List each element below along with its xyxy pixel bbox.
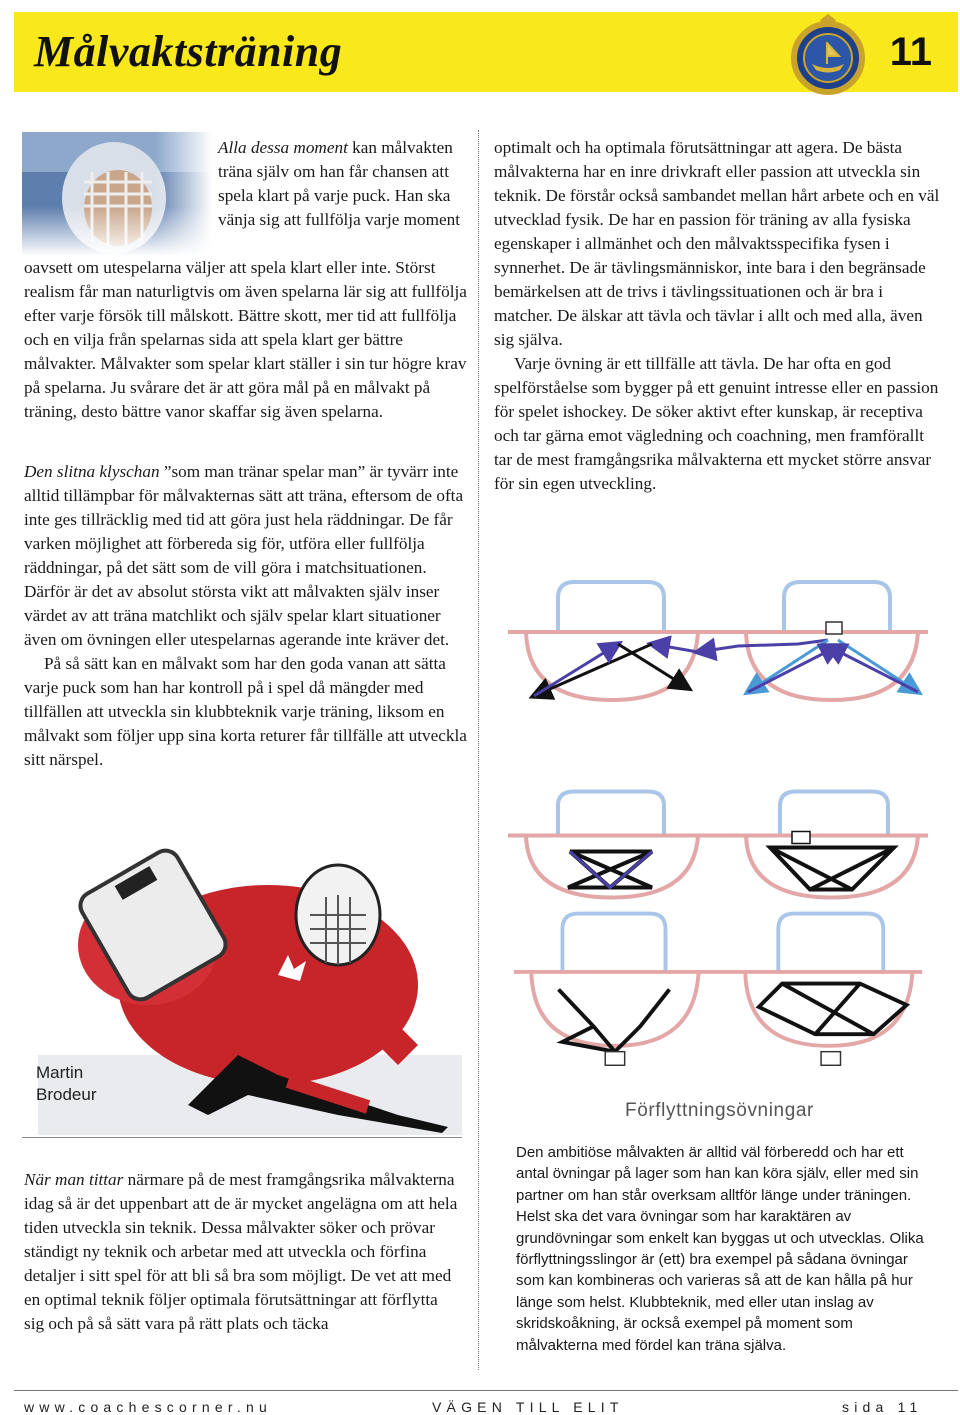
page-number: 11 [889,30,932,74]
column-divider [478,130,479,1370]
caption-line-1: Martin [36,1063,84,1082]
footer-page: sida 11 [842,1399,923,1415]
paragraph-successful [24,1168,460,1336]
right-para2: Varje övning är ett tillfälle att tävla. De har ofta en god spelförståelse som bygger på ett genuint intresse eller en passion för spelet ishockey. De söker aktivt efter kunskap, är receptiva och tar gärna emot vägledning och coachning, men framförallt tar de mest framgångsrika målvakterna ett mycket större ansvar för sin egen utveckling. [494,354,939,493]
intro-text-bottom: oavsett om utespelarna väljer att spela klart eller inte. Störst realism får man naturligtvis om även spelarna lär sig att fullfölja efter varje försök till målskott. Bättre skott, mer tid att fullfölja och en vilja från spelarnas sida att spela klart ger bättre målvakter. Målvakter som spelar klart ställer i sin tur högre krav på spelarna. Ju svårare det är att göra mål på en målvakt på träning, desto bättre vanor skaffar sig även spelarna. [24,258,467,421]
goalie-portrait-photo [22,132,212,256]
footer-website[interactable]: www.coachescorner.nu [24,1399,272,1415]
diagram-caption: Förflyttningsövningar [625,1100,814,1121]
para4-lead: När man tittar [24,1170,124,1189]
martin-brodeur-photo [38,845,462,1135]
para2-lead: Den slitna klyschan [24,462,160,481]
intro-lead: Alla dessa moment [218,138,348,157]
federation-logo-icon [790,12,866,100]
para3-text: På så sätt kan en målvakt som har den goda vanan att sätta varje puck som han har kontroll på i spel då mängder med tillfällen att utveckla sin klubbteknik varje träning, liksom en målvakt som följer upp sina korta returer får tillfälle att utveckla sitt närspel. [24,654,467,769]
intro-paragraph-bottom [24,256,470,424]
caption-divider [22,1137,462,1138]
movement-diagram-3 [498,900,938,1075]
header-bar [14,12,958,92]
footer-series: VÄGEN TILL ELIT [432,1399,624,1415]
para2-text: ”som man tränar spelar man” är tyvärr inte alltid tillämpbar för målvakternas sätt att träna, eftersom de ofta inte ges tillräcklig med tid att göra just hela räddningar. De får varken möjlighet att förbereda sig för, utföra eller fullfölja räddningar, på det sätt som de vill göra i matchsituationen. Därför är det av absolut största vikt att målvakten själv inser värdet av att träna matchlikt och själv spelar klart situationer även om övningen eller utespelarnas agerande inte kräver det. [24,462,464,649]
movement-diagram-1 [498,560,938,735]
sidebar-text: Den ambitiöse målvakten är alltid väl förberedd och har ett antal övningar på lager som han kan köra själv, eller med sin partner om han står overksam alltför länge under träningen. Helst ska det vara övningar som har karaktären av grundövningar som enkelt kan byggas ut och utvecklas. Olika förflyttningsslingor är (ett) bra exempel på sådana övningar som kan kombineras och varieras så att de kan hålla på hur länge som helst. Klubbteknik, med eller utan inslag av skridskoåkning, är också exempel på moment som målvakterna med fördel kan träna själva. [516,1144,924,1354]
caption-line-2: Brodeur [36,1085,97,1104]
paragraph-cliche [24,460,470,772]
page-title: Målvaktsträning [34,27,343,76]
intro-text-top: kan målvakten träna själv om han får chansen att spela klart på varje puck. Han ska vänja sig att fullfölja varje moment [218,138,460,229]
right-column-text [494,136,942,496]
footer-rule [14,1390,958,1391]
photo-caption [36,1062,96,1106]
right-para1: optimalt och ha optimala förutsättningar att agera. De bästa målvakterna har en inre drivkraft eller passion att utveckla sin teknik. De förstår också sambandet mellan hårt arbete och en väl utvecklad fysik. De har en passion för träning av alla fysiska egenskaper i allmänhet och den målvaktsspecifika fysen i synnerhet. De är tävlingsmänniskor, inte bara i den begränsade bemärkelsen att de trivs i tävlingssituationen och är bra i matcher. De älskar att tävla och tävlar i allt och med alla, även sig själva. [494,138,940,349]
para4-text: närmare på de mest framgångsrika målvakterna idag så är det uppenbart att de är mycket angelägna om att hela tiden utveckla sin teknik. Dessa målvakter söker och prövar ständigt ny teknik och arbetar med att utveckla och förfina detaljer i sitt spel för att bli så bra som möjligt. De vet att med en optimal teknik följer optimala förutsättningar att förflytta sig och på så sätt vara på rätt plats och täcka [24,1170,458,1333]
intro-paragraph-top [218,136,462,232]
